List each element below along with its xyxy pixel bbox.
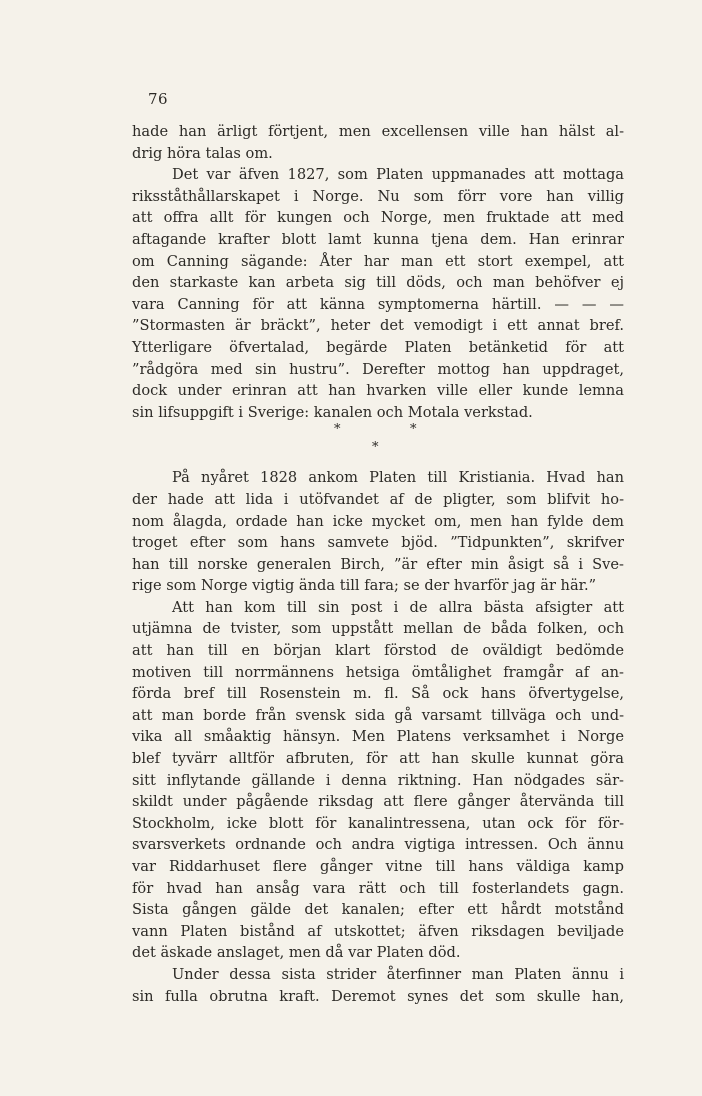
text-line: att man borde från svensk sida gå varsamt tillväga och und- xyxy=(132,706,624,724)
text-line: att han till en början klart förstod de oväldigt bedömde xyxy=(132,642,624,660)
text-line: om Canning sägande: Åter har man ett stort exempel, att xyxy=(132,252,624,270)
text-line: den starkaste kan arbeta sig till döds, och man behöfver ej xyxy=(132,274,624,292)
text-line: det äskade anslaget, men då var Platen död. xyxy=(132,944,461,962)
text-line: att offra allt för kungen och Norge, men fruktade att med xyxy=(132,209,624,227)
text-line: Ytterligare öfvertalad, begärde Platen betänketid för att xyxy=(132,338,624,356)
text-line: Sista gången gälde det kanalen; efter ett hårdt motstånd xyxy=(132,901,624,919)
section-break-asterism xyxy=(132,423,624,467)
text-line: hade han ärligt förtjent, men excellensen ville han hälst al- xyxy=(132,123,624,140)
text-line: der hade att lida i utöfvandet af de pligter, som blifvit ho- xyxy=(132,490,624,508)
paragraph xyxy=(132,467,624,597)
text-line: sitt inflytande gällande i denna riktning. Han nödgades sär- xyxy=(132,771,624,789)
text-line: troget efter som hans samvete bjöd. ”Tidpunkten”, skrifver xyxy=(132,534,624,552)
text-line: dock under erinran att han hvarken ville eller kunde lemna xyxy=(132,382,624,400)
text-line: han till norske generalen Birch, ”är efter min åsigt så i Sve- xyxy=(132,555,624,573)
text-line: för hvad han ansåg vara rätt och till fosterlandets gagn. xyxy=(132,879,624,897)
asterisk: * xyxy=(372,440,379,456)
text-line: nom ålagda, ordade han icke mycket om, men han fylde dem xyxy=(132,512,624,530)
text-line: riksståthållarskapet i Norge. Nu som förr vore han villig xyxy=(132,187,624,205)
text-line: motiven till norrmännens hetsiga ömtålighet framgår af an- xyxy=(132,663,624,681)
text-line: Under dessa sista strider återfinner man Platen ännu i xyxy=(172,965,624,983)
text-line: var Riddarhuset flere gånger vitne till hans väldiga kamp xyxy=(132,858,624,875)
text-line: På nyåret 1828 ankom Platen till Kristiania. Hvad han xyxy=(172,469,624,487)
text-line: blef tyvärr alltför afbruten, för att han skulle kunnat göra xyxy=(132,750,624,768)
paragraph xyxy=(132,597,624,964)
text-line: aftagande krafter blott lamt kunna tjena dem. Han erinrar xyxy=(132,230,624,248)
text-line: rige som Norge vigtig ända till fara; se der hvarför jag är här.” xyxy=(132,577,597,595)
paragraph xyxy=(132,121,624,164)
paragraph xyxy=(132,964,624,1007)
page-number: 76 xyxy=(148,90,169,108)
text-line: förda bref till Rosenstein m. fl. Så ock hans öfvertygelse, xyxy=(132,685,624,703)
text-line: ”Stormasten är bräckt”, heter det vemodigt i ett annat bref. xyxy=(132,317,624,335)
text-line: vann Platen bistånd af utskottet; äfven riksdagen beviljade xyxy=(132,922,624,940)
asterisk: * xyxy=(410,422,417,438)
text-line: sin fulla obrutna kraft. Deremot synes det som skulle han, xyxy=(132,987,624,1005)
asterisk: * xyxy=(334,422,341,438)
paragraph xyxy=(132,164,624,423)
text-line: Att han kom till sin post i de allra bästa afsigter att xyxy=(172,598,624,616)
text-line: svarsverkets ordnande och andra vigtiga intressen. Och ännu xyxy=(132,836,624,854)
text-line: vara Canning för att känna symptomerna härtill. — — — xyxy=(132,295,624,313)
text-line: ”rådgöra med sin hustru”. Derefter mottog han uppdraget, xyxy=(132,360,624,378)
text-line: utjämna de tvister, som uppstått mellan de båda folken, och xyxy=(132,620,624,638)
text-line: Det var äfven 1827, som Platen uppmanades att mottaga xyxy=(172,166,624,184)
text-line: drig höra talas om. xyxy=(132,144,273,162)
text-line: skildt under pågående riksdag att flere gånger återvända till xyxy=(132,793,624,811)
page-text xyxy=(132,121,624,1007)
text-line: vika all småaktig hänsyn. Men Platens verksamhet i Norge xyxy=(132,728,624,746)
text-line: sin lifsuppgift i Sverige: kanalen och Motala verkstad. xyxy=(132,403,533,421)
text-line: Stockholm, icke blott för kanalintressena, utan ock för för- xyxy=(132,814,624,832)
